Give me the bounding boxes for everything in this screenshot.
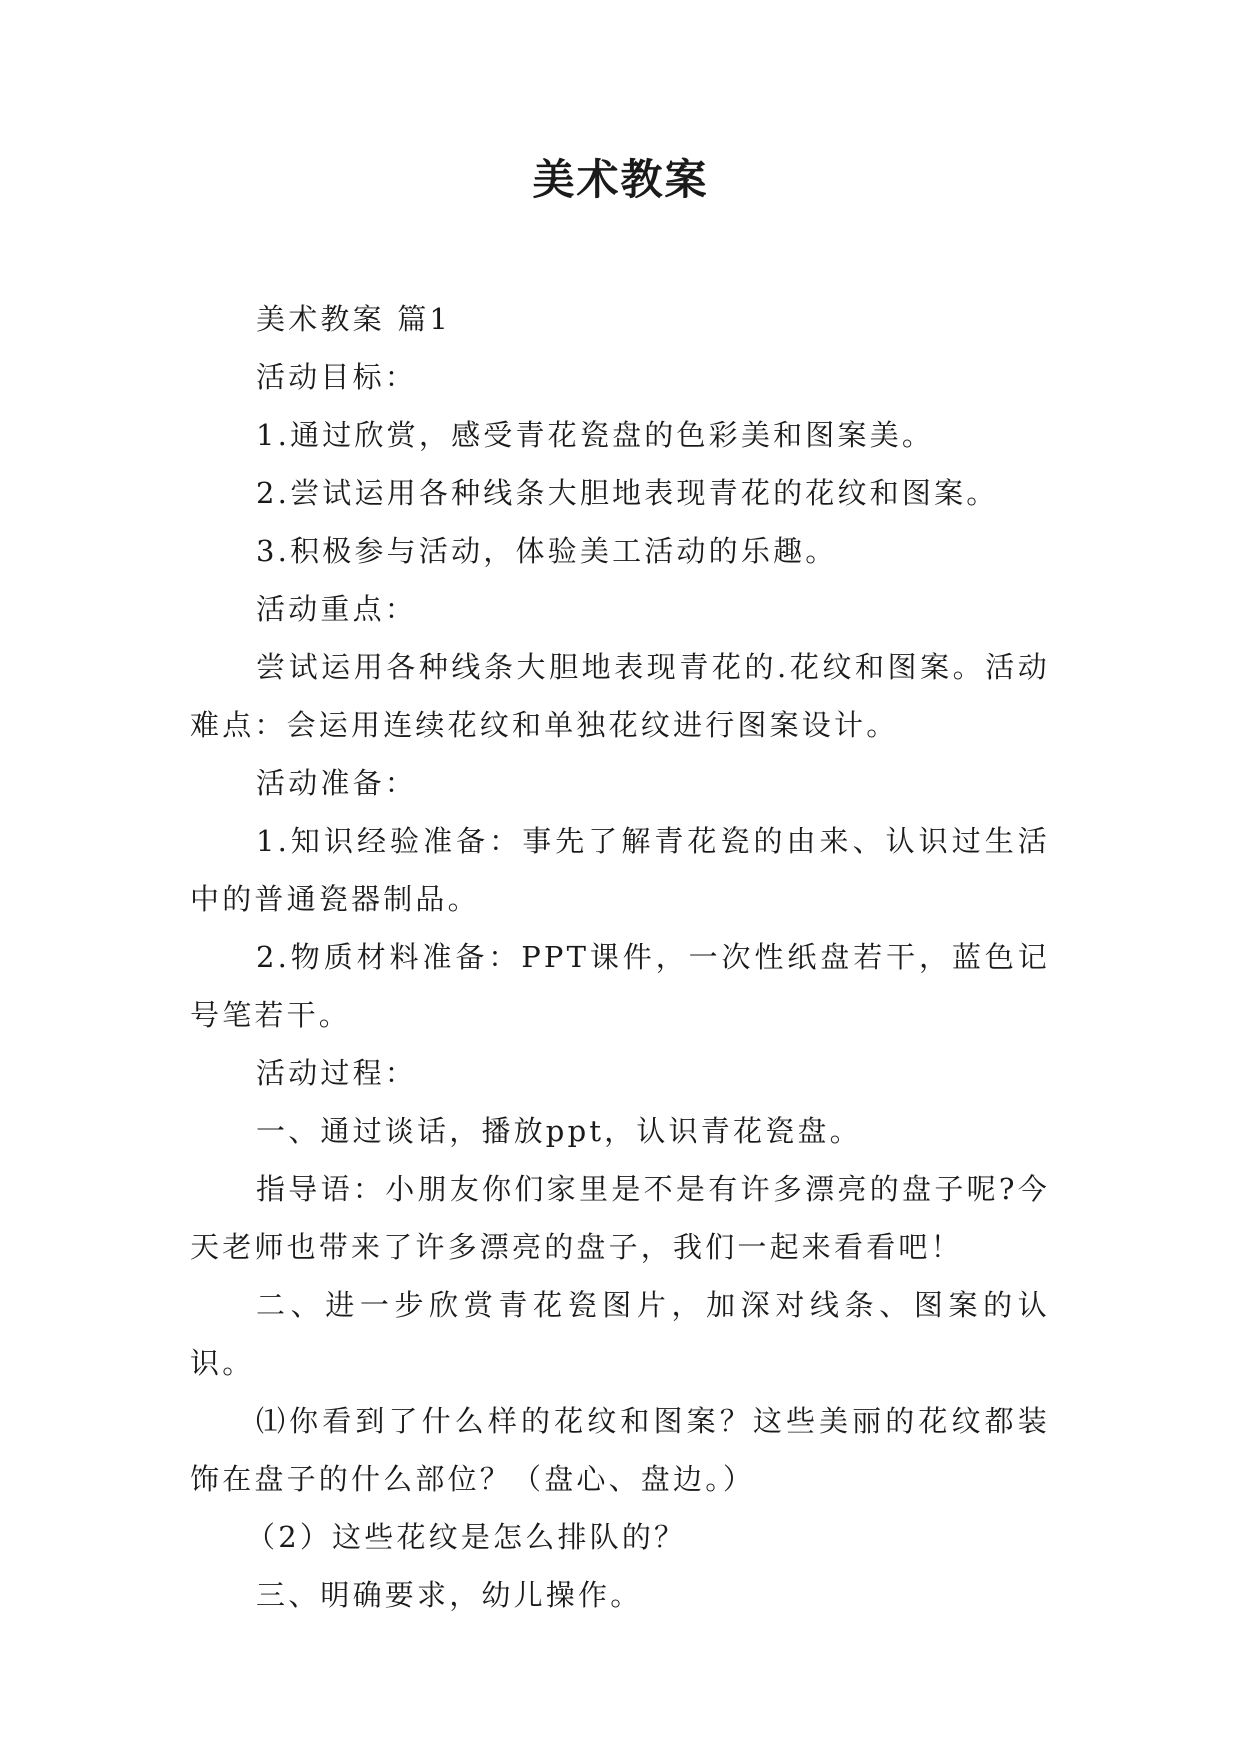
paragraph: 2.尝试运用各种线条大胆地表现青花的花纹和图案。	[256, 476, 999, 510]
paragraph: 活动准备：	[256, 766, 418, 800]
paragraph: 3.积极参与活动，体验美工活动的乐趣。	[256, 534, 838, 568]
paragraph: 1.通过欣赏，感受青花瓷盘的色彩美和图案美。	[256, 418, 935, 452]
paragraph: 活动过程：	[256, 1056, 418, 1090]
paragraph: 2.物质材料准备：PPT课件，一次性纸盘若干，蓝色记号笔若干。	[190, 940, 1050, 1032]
paragraph: 1.知识经验准备：事先了解青花瓷的由来、认识过生活中的普通瓷器制品。	[190, 824, 1050, 916]
paragraph: 活动目标：	[256, 360, 418, 394]
paragraph: 一、通过谈话，播放ppt，认识青花瓷盘。	[256, 1114, 862, 1148]
paragraph: 二、进一步欣赏青花瓷图片，加深对线条、图案的认识。	[190, 1288, 1050, 1380]
document-body	[190, 290, 1050, 1624]
paragraph: 活动重点：	[256, 592, 418, 626]
section-heading: 美术教案 篇1	[256, 302, 452, 336]
paragraph: （2）这些花纹是怎么排队的？	[246, 1520, 687, 1554]
paragraph: 指导语：小朋友你们家里是不是有许多漂亮的盘子呢?今天老师也带来了许多漂亮的盘子，我们一起来看看吧！	[190, 1172, 1050, 1264]
paragraph: 尝试运用各种线条大胆地表现青花的.花纹和图案。活动难点：会运用连续花纹和单独花纹进行图案设计。	[190, 650, 1050, 742]
paragraph: 三、明确要求，幼儿操作。	[256, 1578, 643, 1612]
paragraph: ⑴你看到了什么样的花纹和图案？这些美丽的花纹都装饰在盘子的什么部位？（盘心、盘边。）	[190, 1404, 1050, 1496]
document-title: 美术教案	[532, 155, 709, 204]
